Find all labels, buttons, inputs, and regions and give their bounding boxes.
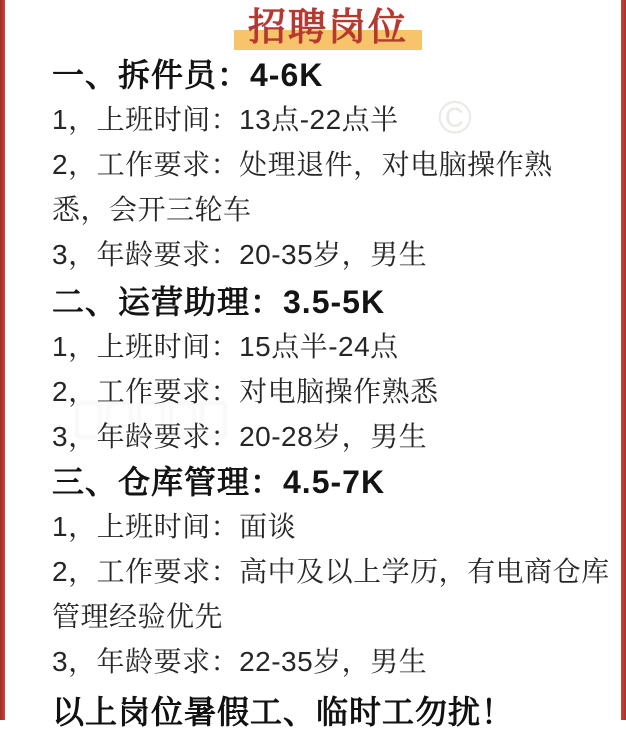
footer-notice: 以上岗位暑假工、临时工勿扰！	[52, 694, 515, 730]
page-title-text: 招聘岗位	[247, 7, 408, 49]
section-3-row-1: 1，上班时间：面谈	[52, 511, 297, 542]
section-2-row-3: 3，年龄要求：20-28岁，男生	[52, 421, 428, 452]
section-heading-2: 二、运营助理：3.5-5K	[52, 284, 386, 320]
section-2-row-2: 2，工作要求：对电脑操作熟悉	[52, 376, 439, 407]
section-1-row-2: 2，工作要求：处理退件，对电脑操作熟	[52, 149, 553, 180]
section-2-row-1: 1，上班时间：15点半-24点	[52, 331, 399, 362]
section-1-row-1: 1，上班时间：13点-22点半	[52, 104, 399, 135]
title-wrap	[52, 5, 604, 51]
section-3-row-3: 管理经验优先	[52, 601, 224, 632]
section-heading-1: 一、拆件员：4-6K	[52, 57, 324, 93]
page-title	[248, 5, 408, 51]
section-3-row-4: 3，年龄要求：22-35岁，男生	[52, 646, 428, 677]
copyright-watermark-icon: ©	[438, 91, 472, 143]
section-1-row-4: 3，年龄要求：20-35岁，男生	[52, 239, 428, 270]
left-red-border	[0, 0, 5, 720]
section-heading-3: 三、仓库管理：4.5-7K	[52, 464, 386, 500]
right-red-border	[621, 0, 626, 720]
section-1-row-3: 悉，会开三轮车	[52, 194, 252, 225]
section-3-row-2: 2，工作要求：高中及以上学历，有电商仓库	[52, 556, 610, 587]
